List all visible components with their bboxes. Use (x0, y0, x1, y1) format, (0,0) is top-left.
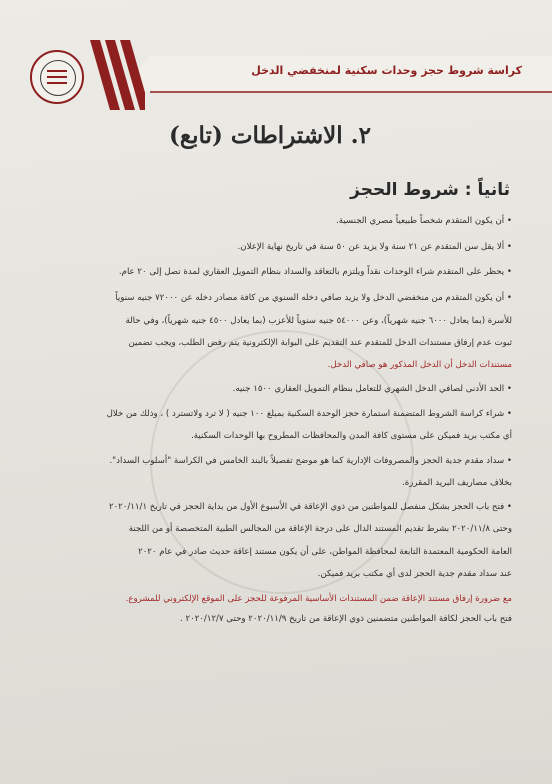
text-line: أي مكتب بريد فميكن على مستوى كافة المدن والمحافظات المطروح بها الوحدات السكنية. (191, 431, 512, 441)
ministry-logo (30, 50, 84, 104)
text-line: للأسرة (بما يعادل ٦٠٠٠ جنيه شهرياً)، وعن ٥٤٠٠٠ جنيه سنوياً للأعزب (بما يعادل ٤٥٠٠ جنيه شهرياً)، وفي حالة (125, 316, 512, 326)
text-line: • يحظر على المتقدم شراء الوحدات نقداً ويلتزم بالتعاقد والسداد بنظام التمويل العقاري لمدة تصل إلى ٢٠ عام. (118, 267, 512, 277)
text-line: • فتح باب الحجز بشكل منفصل للمواطنين من ذوي الإعاقة في الأسبوع الأول من بداية الحجز في تاريخ ٢٠٢٠/١١/١ (108, 502, 512, 512)
text-line: وحتى ٢٠٢٠/١١/٨ بشرط تقديم المستند الدال على درجة الإعاقة من المجالس الطبية المتخصصة أو من اللجنة (128, 524, 512, 534)
text-line: فتح باب الحجز لكافة المواطنين متضمنين ذوي الإعاقة من تاريخ ٢٠٢٠/١١/٩ وحتى ٢٠٢٠/١٢/٧ . (180, 614, 512, 624)
text-line: ثبوت عدم إرفاق مستندات الدخل للمتقدم عند التقديم على البوابة الإلكترونية يتم رفض الطلب، ويجب تضمين (128, 338, 512, 348)
text-line: • سداد مقدم جدية الحجز والمصروفات الإدارية كما هو موضح تفصيلاً بالبند الخامس في الكراسة "أسلوب السداد". (109, 456, 512, 466)
text-line: • ألا يقل سن المتقدم عن ٢١ سنة ولا يزيد عن ٥٠ سنة في تاريخ نهاية الإعلان. (237, 242, 512, 252)
logo-stripe (47, 76, 67, 78)
text-line: مستندات الدخل أن الدخل المذكور هو صافي الدخل. (327, 360, 512, 370)
header-stripes (85, 40, 145, 110)
text-line: • شراء كراسة الشروط المتضمنة استمارة حجز الوحدة السكنية بمبلغ ١٠٠ جنيه ( لا ترد ولاتسترد ) ، وذلك من خلال (106, 409, 512, 419)
text-line: • أن يكون المتقدم من منخفضي الدخل ولا يزيد صافي دخله السنوي من كافة مصادر دخله عن ٧٢٠٠٠ جنيه سنوياً (115, 293, 512, 303)
text-line: مع ضرورة إرفاق مستند الإعاقة ضمن المستندات الأساسية المرفوعة للحجز على الموقع الإلكتروني للمشروع. (125, 594, 512, 604)
logo-emblem (40, 60, 76, 96)
text-line: العامة الحكومية المعتمدة التابعة لمحافظة المواطن، على أن يكون مستند إعاقة حديث صادر في عام ٢٠٢٠ (138, 547, 512, 557)
logo-stripe (47, 70, 67, 72)
section-subtitle: ثانياً : شروط الحجز (350, 180, 510, 200)
logo-stripe (47, 82, 67, 84)
text-line: بخلاف مصاريف البريد المقررة. (402, 478, 512, 488)
text-line: عند سداد مقدم جدية الحجز لدى أي مكتب بريد فميكن. (317, 569, 512, 579)
text-line: • الحد الأدنى لصافي الدخل الشهري للتعامل بنظام التمويل العقاري ١٥٠٠ جنيه. (232, 384, 512, 394)
section-title: ٢. الاشتراطات (تابع) (169, 122, 371, 149)
text-line: • أن يكون المتقدم شخصاً طبيعياً مصري الجنسية. (336, 216, 512, 226)
header-title: كراسة شروط حجز وحدات سكنية لمنخفضي الدخل (251, 64, 522, 77)
